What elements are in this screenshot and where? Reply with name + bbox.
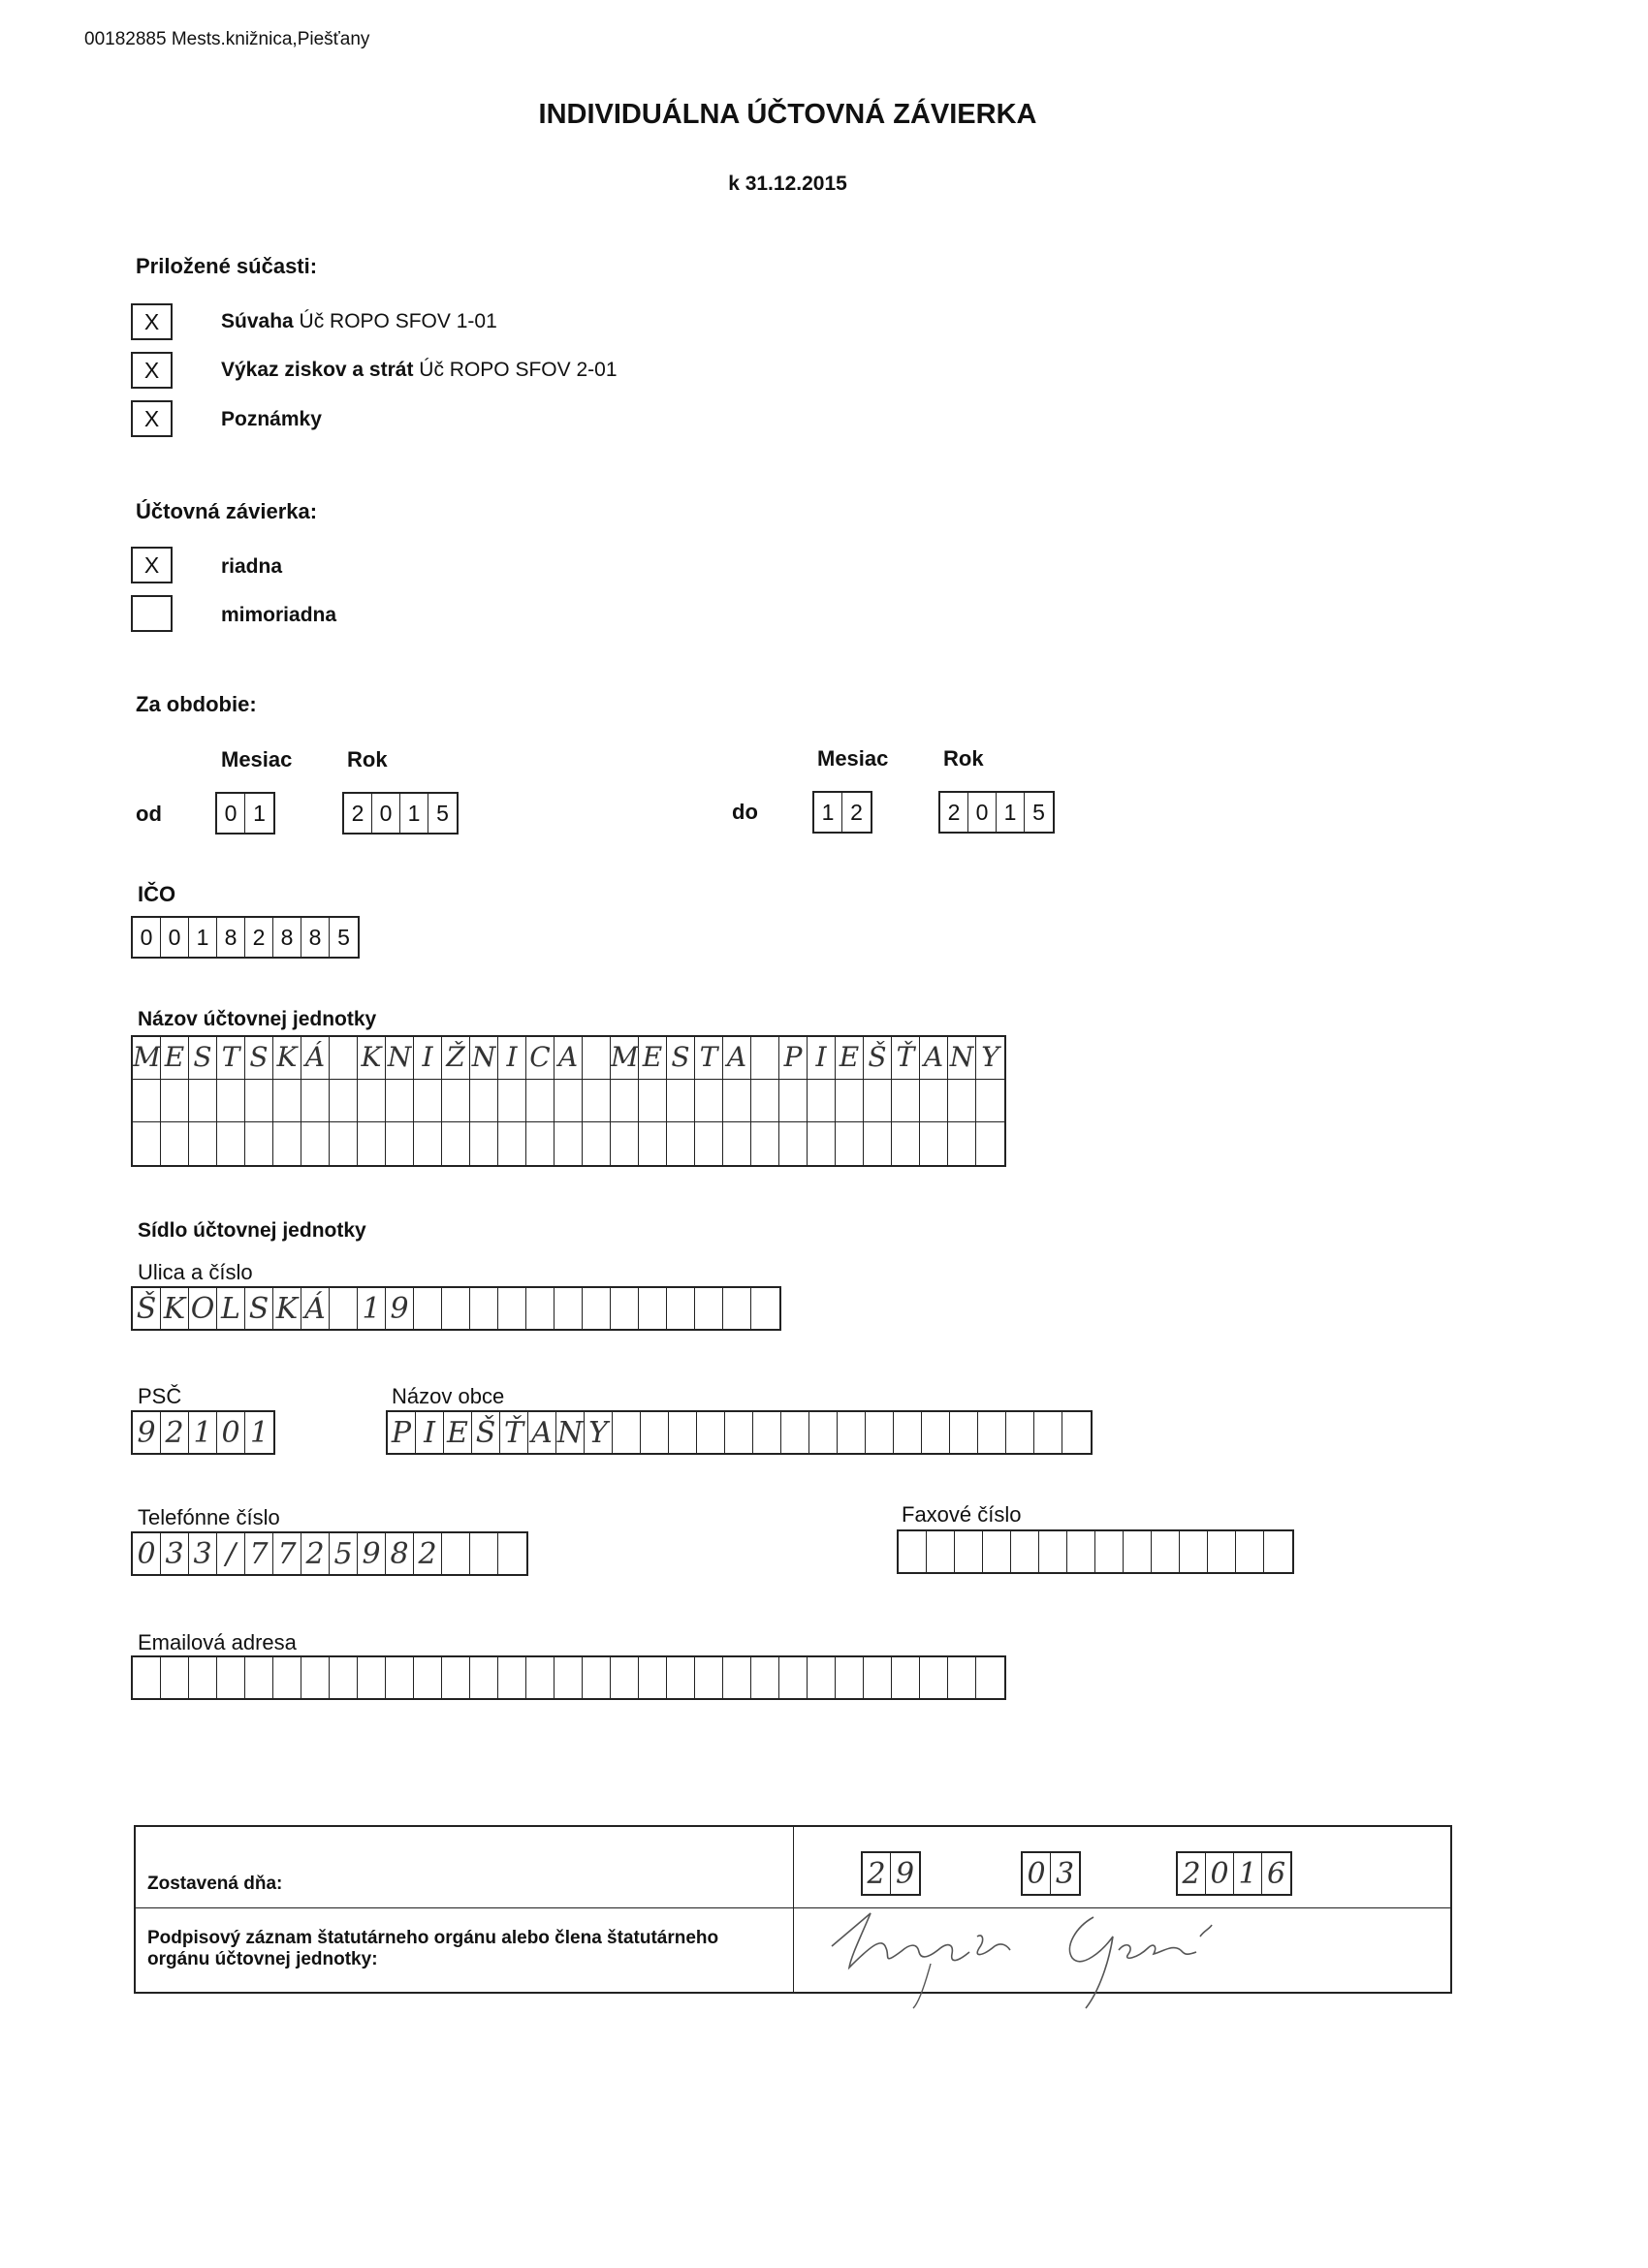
char-cell — [639, 1122, 667, 1165]
char-cell — [189, 1080, 217, 1121]
char-cell — [697, 1412, 725, 1453]
checkbox-poznamky[interactable]: X — [131, 400, 173, 437]
entity-name-row — [133, 1122, 1004, 1165]
char-cell: 9 — [895, 1857, 915, 1891]
char-cell: E — [161, 1037, 189, 1079]
char-cell: 3 — [189, 1533, 217, 1574]
char-cell — [526, 1657, 555, 1698]
char-cell: S — [245, 1288, 273, 1329]
char-cell — [695, 1080, 723, 1121]
char-cell — [301, 1657, 330, 1698]
char-cell: S — [245, 1037, 273, 1079]
char-cell: K — [161, 1288, 189, 1329]
char-cell — [161, 1657, 189, 1698]
char-cell: 2 — [301, 1533, 330, 1574]
char-cell: 2 — [1178, 1853, 1206, 1894]
char-cell — [555, 1657, 583, 1698]
char-cell — [217, 1080, 245, 1121]
char-cell — [639, 1288, 667, 1329]
char-cell: 0 — [217, 1412, 245, 1453]
char-cell — [779, 1122, 808, 1165]
char-cell: I — [416, 1412, 444, 1453]
ico-label: IČO — [138, 882, 176, 906]
char-cell — [161, 1122, 189, 1165]
char-cell — [330, 1288, 358, 1329]
char-cell — [583, 1657, 611, 1698]
char-cell: 9 — [358, 1533, 386, 1574]
char-cell — [1011, 1531, 1039, 1572]
page-title: INDIVIDUÁLNA ÚČTOVNÁ ZÁVIERKA — [538, 99, 1037, 130]
char-cell — [470, 1533, 498, 1574]
checkbox-suvaha[interactable]: X — [131, 303, 173, 340]
char-cell — [864, 1657, 892, 1698]
char-cell — [498, 1533, 526, 1574]
seat-heading: Sídlo účtovnej jednotky — [138, 1219, 366, 1242]
statement-mimoriadna — [221, 604, 336, 627]
from-year-field[interactable] — [342, 792, 459, 835]
entity-name-row — [133, 1080, 1004, 1122]
char-cell: Š — [133, 1288, 161, 1329]
char-cell: P — [388, 1412, 416, 1453]
char-cell — [442, 1288, 470, 1329]
char-cell: 2 — [344, 794, 372, 833]
char-cell: K — [273, 1288, 301, 1329]
char-cell — [723, 1080, 751, 1121]
char-cell — [892, 1657, 920, 1698]
char-cell: P — [779, 1037, 808, 1079]
char-cell — [695, 1657, 723, 1698]
town-field[interactable] — [386, 1410, 1093, 1455]
char-cell: 1 — [189, 1412, 217, 1453]
char-cell — [894, 1412, 922, 1453]
char-cell — [1062, 1412, 1091, 1453]
char-cell — [526, 1080, 555, 1121]
char-cell — [358, 1122, 386, 1165]
checkbox-riadna[interactable]: X — [131, 547, 173, 583]
char-cell: 7 — [245, 1533, 273, 1574]
char-cell — [613, 1412, 641, 1453]
char-cell: 1 — [1234, 1853, 1262, 1894]
char-cell — [1095, 1531, 1124, 1572]
char-cell — [470, 1080, 498, 1121]
char-cell — [611, 1288, 639, 1329]
char-cell — [781, 1412, 809, 1453]
char-cell — [498, 1122, 526, 1165]
char-cell — [583, 1080, 611, 1121]
char-cell — [976, 1080, 1004, 1121]
char-cell: Ž — [442, 1037, 470, 1079]
char-cell — [470, 1657, 498, 1698]
char-cell — [386, 1080, 414, 1121]
compiled-year-field[interactable] — [1176, 1851, 1292, 1896]
char-cell — [583, 1122, 611, 1165]
compiled-month-field[interactable] — [1021, 1851, 1081, 1896]
char-cell — [526, 1122, 555, 1165]
char-cell — [217, 1657, 245, 1698]
char-cell — [667, 1080, 695, 1121]
char-cell — [498, 1288, 526, 1329]
char-cell: E — [639, 1037, 667, 1079]
char-cell — [948, 1080, 976, 1121]
char-cell — [611, 1657, 639, 1698]
attachment-suvaha — [221, 310, 497, 333]
char-cell — [866, 1412, 894, 1453]
street-label: Ulica a číslo — [138, 1260, 253, 1284]
char-cell — [1039, 1531, 1067, 1572]
char-cell: 1 — [249, 1416, 269, 1450]
char-cell — [189, 1657, 217, 1698]
char-cell — [330, 1657, 358, 1698]
char-cell: Y — [981, 1041, 999, 1073]
char-cell — [1208, 1531, 1236, 1572]
char-cell — [779, 1080, 808, 1121]
char-cell: Ť — [500, 1412, 528, 1453]
char-cell: A — [555, 1037, 583, 1079]
char-cell: 8 — [217, 918, 245, 957]
attachment-code: Úč ROPO SFOV 2-01 — [419, 359, 618, 381]
char-cell — [753, 1412, 781, 1453]
char-cell: O — [189, 1288, 217, 1329]
signature-label: Podpisový záznam štatutárneho orgánu alebo člena štatutárneho orgánu účtovnej jednotky: — [147, 1928, 719, 1969]
char-cell: M — [611, 1037, 639, 1079]
char-cell: 8 — [301, 918, 330, 957]
char-cell: N — [386, 1037, 414, 1079]
char-cell — [273, 1122, 301, 1165]
char-cell — [358, 1657, 386, 1698]
attachment-poznamky — [221, 408, 322, 431]
fax-field[interactable] — [897, 1529, 1294, 1574]
char-cell: / — [217, 1533, 245, 1574]
char-cell: 0 — [133, 1533, 161, 1574]
email-field[interactable] — [131, 1655, 1006, 1700]
statement-date: k 31.12.2015 — [728, 173, 847, 195]
from-month-label: Mesiac — [221, 747, 293, 772]
char-cell — [920, 1080, 948, 1121]
char-cell: I — [808, 1037, 836, 1079]
char-cell — [808, 1657, 836, 1698]
char-cell — [838, 1412, 866, 1453]
char-cell — [358, 1080, 386, 1121]
char-cell — [273, 1657, 301, 1698]
entity-name-field[interactable] — [131, 1035, 1006, 1167]
char-cell: Á — [301, 1037, 330, 1079]
char-cell — [751, 1122, 779, 1165]
char-cell: I — [414, 1037, 442, 1079]
char-cell — [1067, 1531, 1095, 1572]
char-cell: 7 — [273, 1533, 301, 1574]
statement-heading: Účtovná závierka: — [136, 499, 318, 523]
to-month-field[interactable] — [812, 791, 872, 834]
char-cell — [1236, 1531, 1264, 1572]
char-cell: S — [667, 1037, 695, 1079]
char-cell — [667, 1288, 695, 1329]
char-cell: 5 — [337, 925, 350, 950]
char-cell — [442, 1080, 470, 1121]
attachments-heading: Priložené súčasti: — [136, 254, 318, 278]
fax-label: Faxové číslo — [902, 1502, 1022, 1527]
char-cell: A — [528, 1412, 556, 1453]
entity-name-label: Názov účtovnej jednotky — [138, 1008, 377, 1030]
char-cell: 5 — [436, 801, 449, 826]
char-cell: T — [695, 1037, 723, 1079]
char-cell — [526, 1288, 555, 1329]
char-cell: 2 — [940, 793, 968, 832]
char-cell: K — [358, 1037, 386, 1079]
char-cell: 3 — [1055, 1857, 1075, 1891]
char-cell: 0 — [968, 793, 997, 832]
char-cell — [899, 1531, 927, 1572]
char-cell: 1 — [997, 793, 1025, 832]
char-cell: 0 — [1206, 1853, 1234, 1894]
char-cell — [498, 1657, 526, 1698]
from-month-field[interactable] — [215, 792, 275, 835]
char-cell — [414, 1080, 442, 1121]
char-cell — [442, 1533, 470, 1574]
char-cell — [611, 1080, 639, 1121]
char-cell: 1 — [189, 918, 217, 957]
psc-field[interactable] — [131, 1410, 275, 1455]
char-cell — [892, 1080, 920, 1121]
char-cell: L — [217, 1288, 245, 1329]
char-cell: 8 — [273, 918, 301, 957]
compiled-label: Zostavená dňa: — [147, 1874, 283, 1894]
char-cell — [948, 1657, 976, 1698]
char-cell — [723, 1288, 751, 1329]
attachment-code: Úč ROPO SFOV 1-01 — [299, 310, 497, 332]
char-cell — [273, 1080, 301, 1121]
char-cell — [442, 1122, 470, 1165]
char-cell: 5 — [330, 1533, 358, 1574]
statement-label: mimoriadna — [221, 604, 337, 626]
char-cell: S — [189, 1037, 217, 1079]
char-cell — [1006, 1412, 1034, 1453]
char-cell — [189, 1122, 217, 1165]
char-cell: 6 — [1266, 1857, 1286, 1891]
char-cell: N — [948, 1037, 976, 1079]
attachment-vykaz — [221, 359, 618, 382]
char-cell — [948, 1122, 976, 1165]
char-cell — [470, 1288, 498, 1329]
char-cell — [611, 1122, 639, 1165]
char-cell — [808, 1122, 836, 1165]
char-cell: Š — [472, 1412, 500, 1453]
char-cell: 0 — [1023, 1853, 1051, 1894]
char-cell — [695, 1122, 723, 1165]
char-cell — [470, 1122, 498, 1165]
char-cell — [723, 1657, 751, 1698]
char-cell — [922, 1412, 950, 1453]
to-month-label: Mesiac — [817, 746, 889, 771]
char-cell — [245, 1122, 273, 1165]
to-year-label: Rok — [943, 746, 984, 771]
char-cell — [498, 1080, 526, 1121]
char-cell — [442, 1657, 470, 1698]
char-cell — [1034, 1412, 1062, 1453]
char-cell — [555, 1122, 583, 1165]
char-cell — [808, 1080, 836, 1121]
document-reference: 00182885 Mests.knižnica,Piešťany — [84, 29, 370, 49]
char-cell — [641, 1412, 669, 1453]
handwritten-signature — [812, 1907, 1258, 2014]
char-cell — [161, 1080, 189, 1121]
char-cell: 9 — [133, 1412, 161, 1453]
char-cell: 1 — [253, 801, 266, 826]
char-cell: C — [526, 1037, 555, 1079]
char-cell — [414, 1122, 442, 1165]
char-cell — [133, 1122, 161, 1165]
char-cell: 1 — [814, 793, 842, 832]
char-cell — [836, 1122, 864, 1165]
char-cell — [583, 1037, 611, 1079]
char-cell — [892, 1122, 920, 1165]
char-cell — [978, 1412, 1006, 1453]
char-cell — [330, 1037, 358, 1079]
char-cell: 9 — [386, 1288, 414, 1329]
char-cell: M — [133, 1037, 161, 1079]
char-cell — [1152, 1531, 1180, 1572]
checkbox-mimoriadna[interactable] — [131, 595, 173, 632]
char-cell — [1124, 1531, 1152, 1572]
char-cell: 2 — [850, 800, 863, 825]
char-cell: 2 — [245, 918, 273, 957]
phone-label: Telefónne číslo — [138, 1505, 280, 1529]
char-cell — [976, 1657, 1004, 1698]
char-cell — [864, 1080, 892, 1121]
from-label: od — [136, 802, 162, 826]
char-cell: 0 — [372, 794, 400, 833]
from-year-label: Rok — [347, 747, 388, 772]
statement-label: riadna — [221, 555, 283, 578]
char-cell — [751, 1288, 779, 1329]
statement-riadna — [221, 555, 282, 579]
char-cell: 0 — [161, 918, 189, 957]
char-cell — [133, 1657, 161, 1698]
char-cell: 2 — [414, 1533, 442, 1574]
char-cell — [836, 1657, 864, 1698]
char-cell — [669, 1412, 697, 1453]
char-cell: I — [498, 1037, 526, 1079]
to-year-field[interactable] — [938, 791, 1055, 834]
char-cell — [983, 1531, 1011, 1572]
char-cell — [864, 1122, 892, 1165]
attachment-name: Výkaz ziskov a strát — [221, 359, 414, 381]
char-cell — [779, 1657, 808, 1698]
char-cell — [751, 1657, 779, 1698]
compiled-day-field[interactable] — [861, 1851, 921, 1896]
char-cell: 5 — [1032, 800, 1045, 825]
char-cell: Š — [864, 1037, 892, 1079]
char-cell: 2 — [863, 1853, 891, 1894]
char-cell: 8 — [386, 1533, 414, 1574]
char-cell — [414, 1288, 442, 1329]
char-cell — [555, 1080, 583, 1121]
char-cell: Y — [585, 1412, 613, 1453]
char-cell: Ť — [892, 1037, 920, 1079]
entity-name-row — [133, 1037, 1004, 1080]
char-cell — [725, 1412, 753, 1453]
char-cell: 3 — [161, 1533, 189, 1574]
char-cell: 1 — [400, 794, 428, 833]
email-label: Emailová adresa — [138, 1630, 297, 1654]
char-cell — [695, 1288, 723, 1329]
char-cell — [583, 1288, 611, 1329]
town-label: Názov obce — [392, 1384, 505, 1408]
char-cell — [245, 1080, 273, 1121]
ico-field[interactable] — [131, 916, 360, 959]
char-cell — [330, 1122, 358, 1165]
attachment-name: Súvaha — [221, 310, 294, 332]
phone-field[interactable] — [131, 1531, 528, 1576]
char-cell: 1 — [358, 1288, 386, 1329]
char-cell — [386, 1122, 414, 1165]
char-cell — [330, 1080, 358, 1121]
char-cell — [639, 1657, 667, 1698]
char-cell — [217, 1122, 245, 1165]
psc-label: PSČ — [138, 1384, 182, 1408]
char-cell: 0 — [133, 918, 161, 957]
char-cell: K — [273, 1037, 301, 1079]
char-cell — [927, 1531, 955, 1572]
char-cell — [555, 1288, 583, 1329]
period-heading: Za obdobie: — [136, 692, 257, 716]
char-cell — [414, 1657, 442, 1698]
char-cell: A — [723, 1037, 751, 1079]
char-cell — [301, 1080, 330, 1121]
char-cell — [950, 1412, 978, 1453]
char-cell — [920, 1122, 948, 1165]
street-field[interactable] — [131, 1286, 781, 1331]
char-cell — [723, 1122, 751, 1165]
char-cell — [836, 1080, 864, 1121]
to-label: do — [732, 800, 758, 824]
char-cell — [920, 1657, 948, 1698]
char-cell — [751, 1080, 779, 1121]
char-cell — [667, 1122, 695, 1165]
char-cell — [809, 1412, 838, 1453]
char-cell — [133, 1080, 161, 1121]
char-cell — [245, 1657, 273, 1698]
char-cell: A — [920, 1037, 948, 1079]
char-cell — [1180, 1531, 1208, 1572]
char-cell — [976, 1122, 1004, 1165]
char-cell — [667, 1657, 695, 1698]
char-cell: E — [444, 1412, 472, 1453]
char-cell — [955, 1531, 983, 1572]
char-cell — [1264, 1531, 1292, 1572]
char-cell — [639, 1080, 667, 1121]
char-cell: T — [217, 1037, 245, 1079]
char-cell — [751, 1037, 779, 1079]
char-cell: 2 — [161, 1412, 189, 1453]
char-cell: 0 — [217, 794, 245, 833]
checkbox-vykaz[interactable]: X — [131, 352, 173, 389]
attachment-name: Poznámky — [221, 408, 322, 430]
char-cell: N — [556, 1412, 585, 1453]
char-cell: E — [836, 1037, 864, 1079]
char-cell: N — [470, 1037, 498, 1079]
char-cell — [386, 1657, 414, 1698]
char-cell: Á — [301, 1288, 330, 1329]
char-cell — [301, 1122, 330, 1165]
